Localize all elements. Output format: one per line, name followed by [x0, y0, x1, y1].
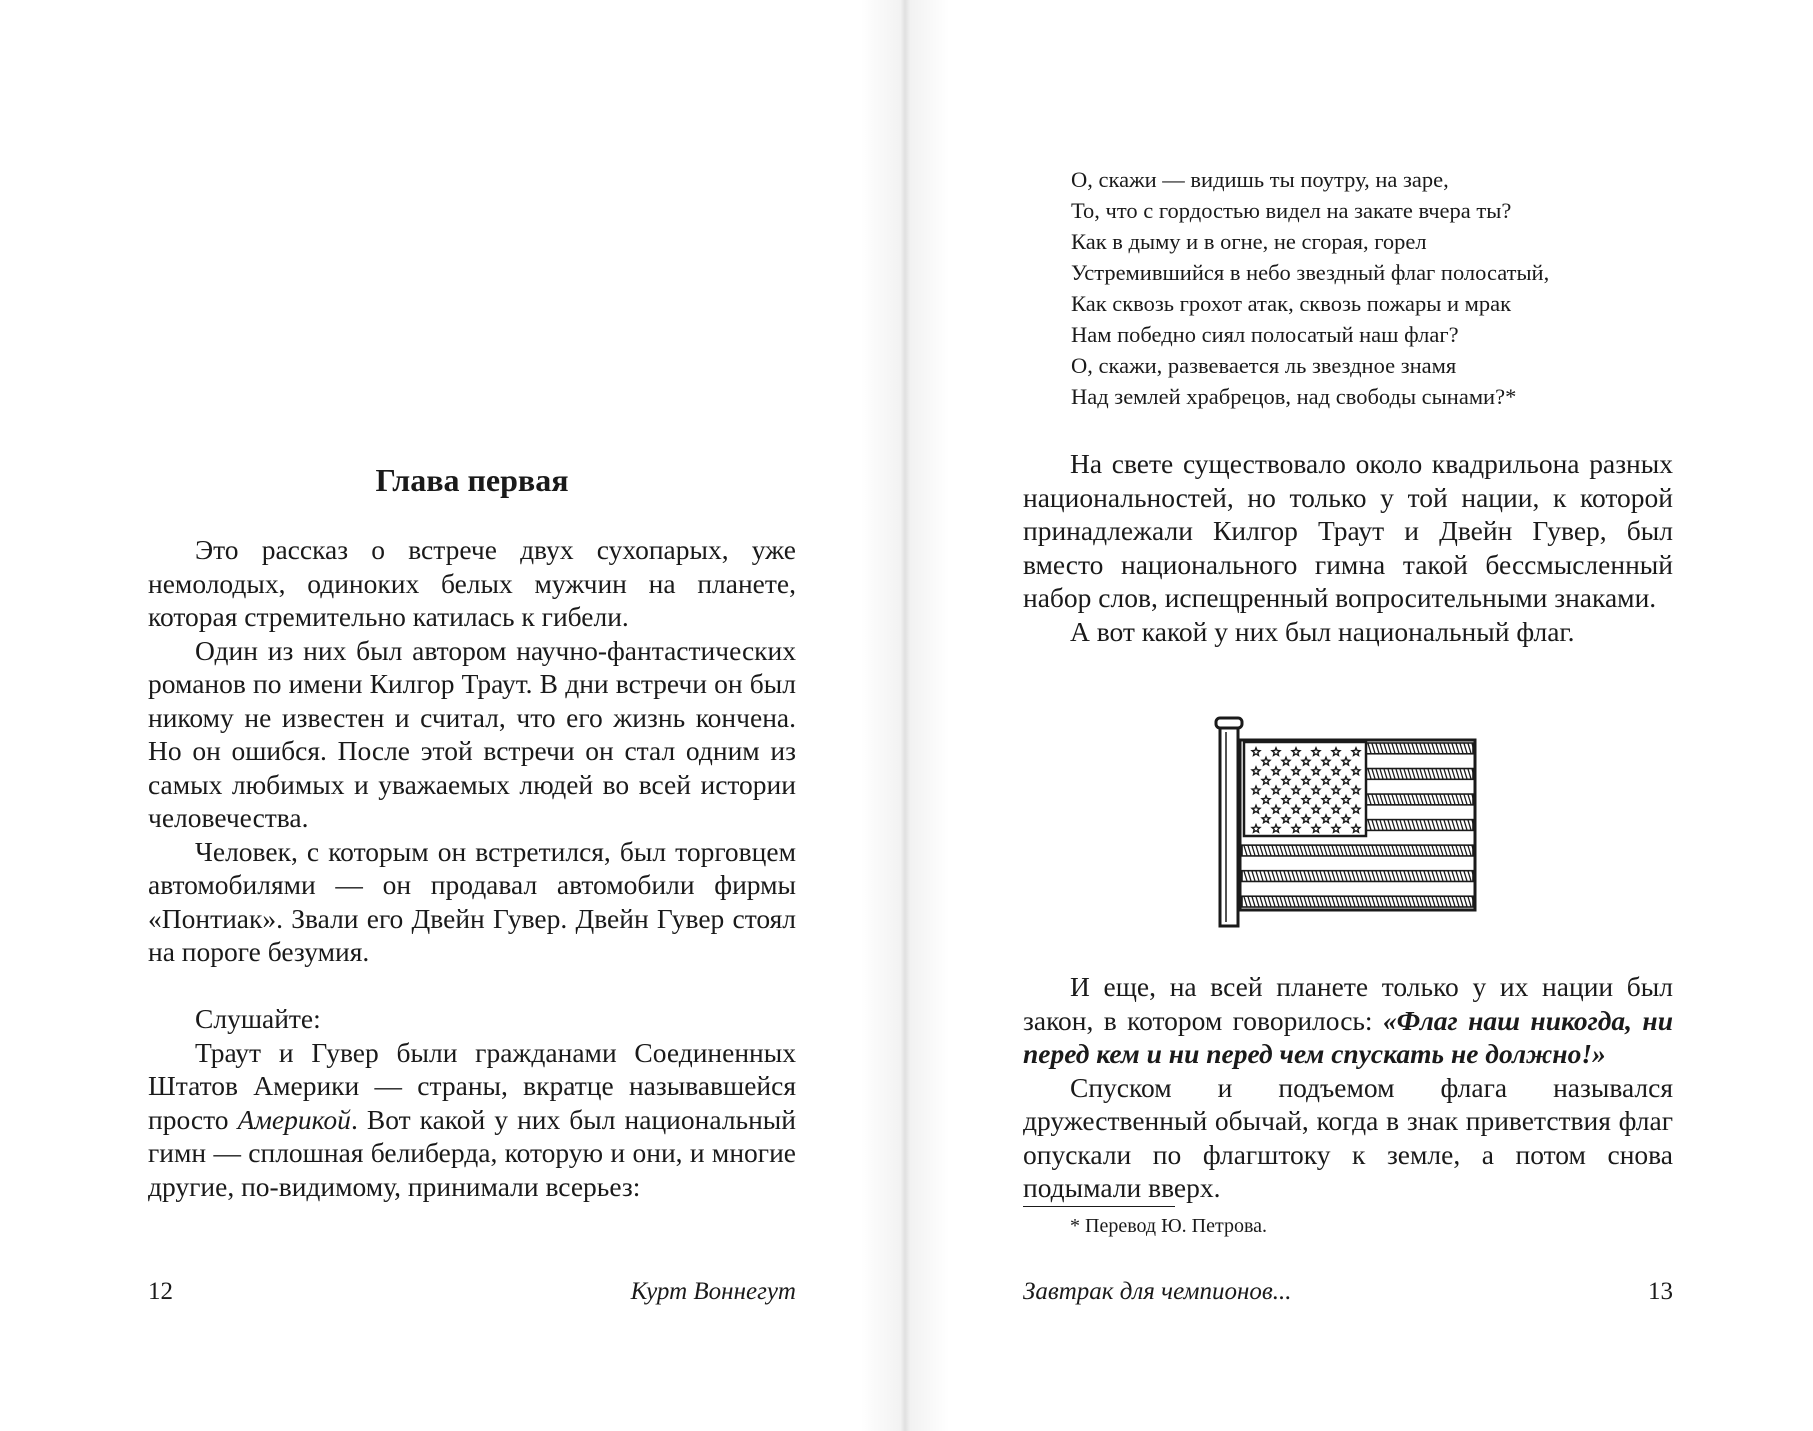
paragraph — [1023, 970, 1673, 1071]
paragraph-gap — [148, 969, 796, 1003]
right-page-text-bottom — [1023, 970, 1673, 1205]
poem-line: То, что с гордостью видел на закате вчера ты? — [1071, 198, 1512, 223]
chapter-title: Глава первая — [375, 462, 569, 498]
poem-line: Как сквозь грохот атак, сквозь пожары и мрак — [1071, 291, 1512, 316]
text-run: Траут и Гувер были гражданами Соединенных Штатов Америки — страны, вкратце называвшейся просто — [148, 1036, 796, 1135]
poem-line: Как в дыму и в огне, не сгорая, горел — [1071, 229, 1427, 254]
footnote-rule — [1023, 1206, 1175, 1207]
poem-line: Нам победно сиял полосатый наш флаг? — [1071, 322, 1459, 347]
paragraph: А вот какой у них был национальный флаг. — [1070, 615, 1575, 647]
poem-line: Устремившийся в небо звездный флаг полосатый, — [1071, 260, 1550, 285]
right-page-text-top — [1023, 447, 1673, 648]
paragraph — [148, 1036, 796, 1204]
left-page-text — [148, 533, 796, 1203]
us-flag-drawing — [1210, 712, 1490, 937]
flag-illustration — [1210, 712, 1490, 937]
footnote: * Перевод Ю. Петрова. — [1070, 1215, 1268, 1237]
text-run: . Вот какой у них был национальный гимн — сплошная белиберда, которую и они, и многие другие, по-видимому, принимали всерьез: — [148, 1103, 796, 1202]
poem-line: О, скажи — видишь ты поутру, на заре, — [1071, 167, 1449, 192]
text-run: И еще, на всей планете только у их нации был закон, в котором говорилось: — [1023, 971, 1673, 1036]
anthem-poem — [1071, 164, 1549, 412]
poem-line: Над землей храбрецов, над свободы сынами?* — [1071, 384, 1517, 409]
page-number-left: 12 — [148, 1278, 173, 1305]
emphasis-text: «Флаг наш никогда, ни перед кем и ни перед чем спускать не должно!» — [1023, 1004, 1673, 1069]
paragraph: Слушайте: — [195, 1003, 321, 1034]
paragraph: Спуском и подъемом флага назывался дружественный обычай, когда в знак приветствия флаг опускали по флагштоку к земле, а потом снова подымали вверх. — [1023, 1071, 1673, 1203]
paragraph: Один из них был автором научно-фантастических романов по имени Килгор Траут. В дни встречи он был никому не известен и считал, что его жизнь кончена. Но он ошибся. После этой встречи он стал одним из самых любимых и уважаемых людей во всей истории человечества. — [148, 634, 796, 833]
page-number-right: 13 — [1648, 1278, 1673, 1305]
poem-line: О, скажи, развевается ль звездное знамя — [1071, 353, 1457, 378]
paragraph: На свете существовало около квадрильона разных национальностей, но только у той нации, к которой принадлежали Килгор Траут и Двейн Гувер, был вместо национального гимна такой бессмысленный набор слов, испещренный вопросительными знаками. — [1023, 448, 1673, 613]
emphasis-text: Америкой — [237, 1103, 351, 1135]
running-head-title: Завтрак для чемпионов... — [1023, 1278, 1292, 1305]
running-head-author: Курт Воннегут — [630, 1278, 796, 1305]
paragraph: Человек, с которым он встретился, был торговцем автомобилями — он продавал автомобили фирмы «Понтиак». Звали его Двейн Гувер. Двейн Гувер стоял на пороге безумия. — [148, 835, 796, 967]
paragraph: Это рассказ о встрече двух сухопарых, уже немолодых, одиноких белых мужчин на планете, которая стремительно катилась к гибели. — [148, 534, 796, 632]
